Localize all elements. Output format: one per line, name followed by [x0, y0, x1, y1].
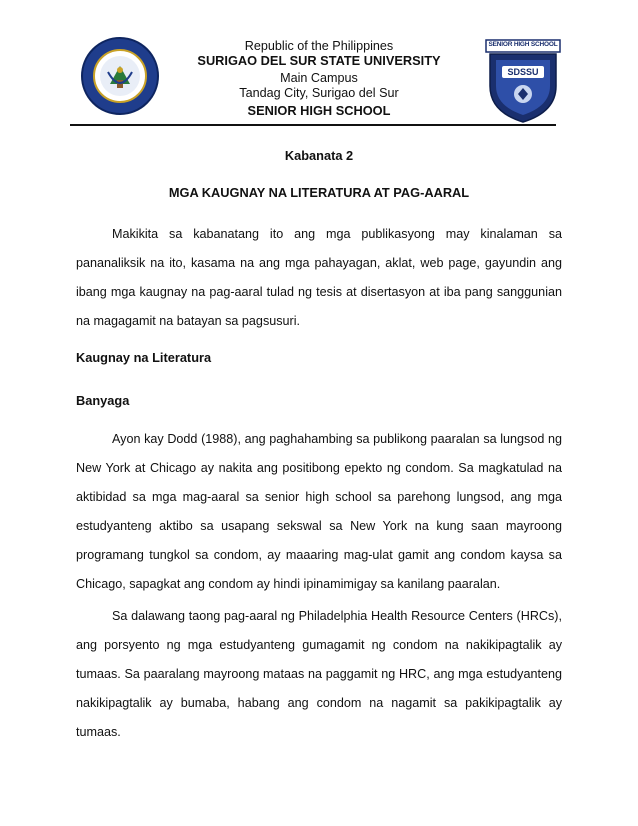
header-university: SURIGAO DEL SUR STATE UNIVERSITY: [197, 53, 441, 68]
text-line: estudyanteng aktibo sa usapang sekswal sa New York na kung saan mayroong: [76, 519, 562, 533]
section-heading-kaugnay-na-literatura: Kaugnay na Literatura: [76, 350, 212, 365]
header-republic: Republic of the Philippines: [244, 39, 394, 53]
logo-badge-text: SDSSU: [507, 67, 539, 77]
text-line: ibang mga kaugnay na pag-aaral tulad ng tesis at disertasyon at iba pang sanggunian: [76, 285, 562, 299]
text-line: tumaas. Sa paaralang mayroong mataas na paggamit ng HRC, ang mga estudyanteng: [76, 667, 562, 681]
logo-banner-text: SENIOR HIGH SCHOOL: [488, 41, 558, 48]
text-line: Chicago, sapagkat ang condom ay hindi ipinamimigay sa kanilang paaralan.: [76, 577, 501, 591]
text-line: ang porsyento ng mga estudyanteng gumagamit ng condom na nakikipagtalik ay: [76, 638, 562, 652]
chapter-title: MGA KAUGNAY NA LITERATURA AT PAG-AARAL: [168, 185, 470, 200]
text-line: New York at Chicago ay nakita ang positibong epekto ng condom. Sa magkatulad na: [76, 461, 562, 475]
header-divider: [70, 124, 556, 126]
text-line: Sa dalawang taong pag-aaral ng Philadelphia Health Resource Centers (HRCs),: [112, 609, 562, 623]
text-line: nakikipagtalik ay bumaba, habang ang condom na nagamit sa pakikipagtalik ay tumaas.: [76, 696, 562, 739]
text-line: pananaliksik na ito, kasama na ang mga pahayagan, aklat, web page, gayundin ang: [76, 256, 562, 270]
text-line: aktibidad sa mga mag-aaral sa senior high school sa parehong lungsod, ang mga: [76, 490, 562, 504]
section-heading-banyaga: Banyaga: [76, 393, 130, 408]
text-line: programang tungkol sa condom, ay maaaring mag-ulat gamit ang condom kaysa sa: [76, 548, 562, 562]
header-city: Tandag City, Surigao del Sur: [239, 86, 399, 100]
text-line: na magagamit na batayan sa pagsusuri.: [76, 314, 301, 328]
intro-paragraph: [76, 220, 562, 336]
paragraph-dodd: [76, 425, 562, 599]
header-campus: Main Campus: [280, 71, 358, 85]
text-line: Ayon kay Dodd (1988), ang paghahambing sa publikong paaralan sa lungsod ng: [112, 432, 562, 446]
paragraph-philadelphia: [76, 602, 562, 739]
header-school: SENIOR HIGH SCHOOL: [247, 103, 391, 118]
text-line: Makikita sa kabanatang ito ang mga publikasyong may kinalaman sa: [112, 227, 562, 241]
chapter-number: Kabanata 2: [284, 148, 354, 163]
